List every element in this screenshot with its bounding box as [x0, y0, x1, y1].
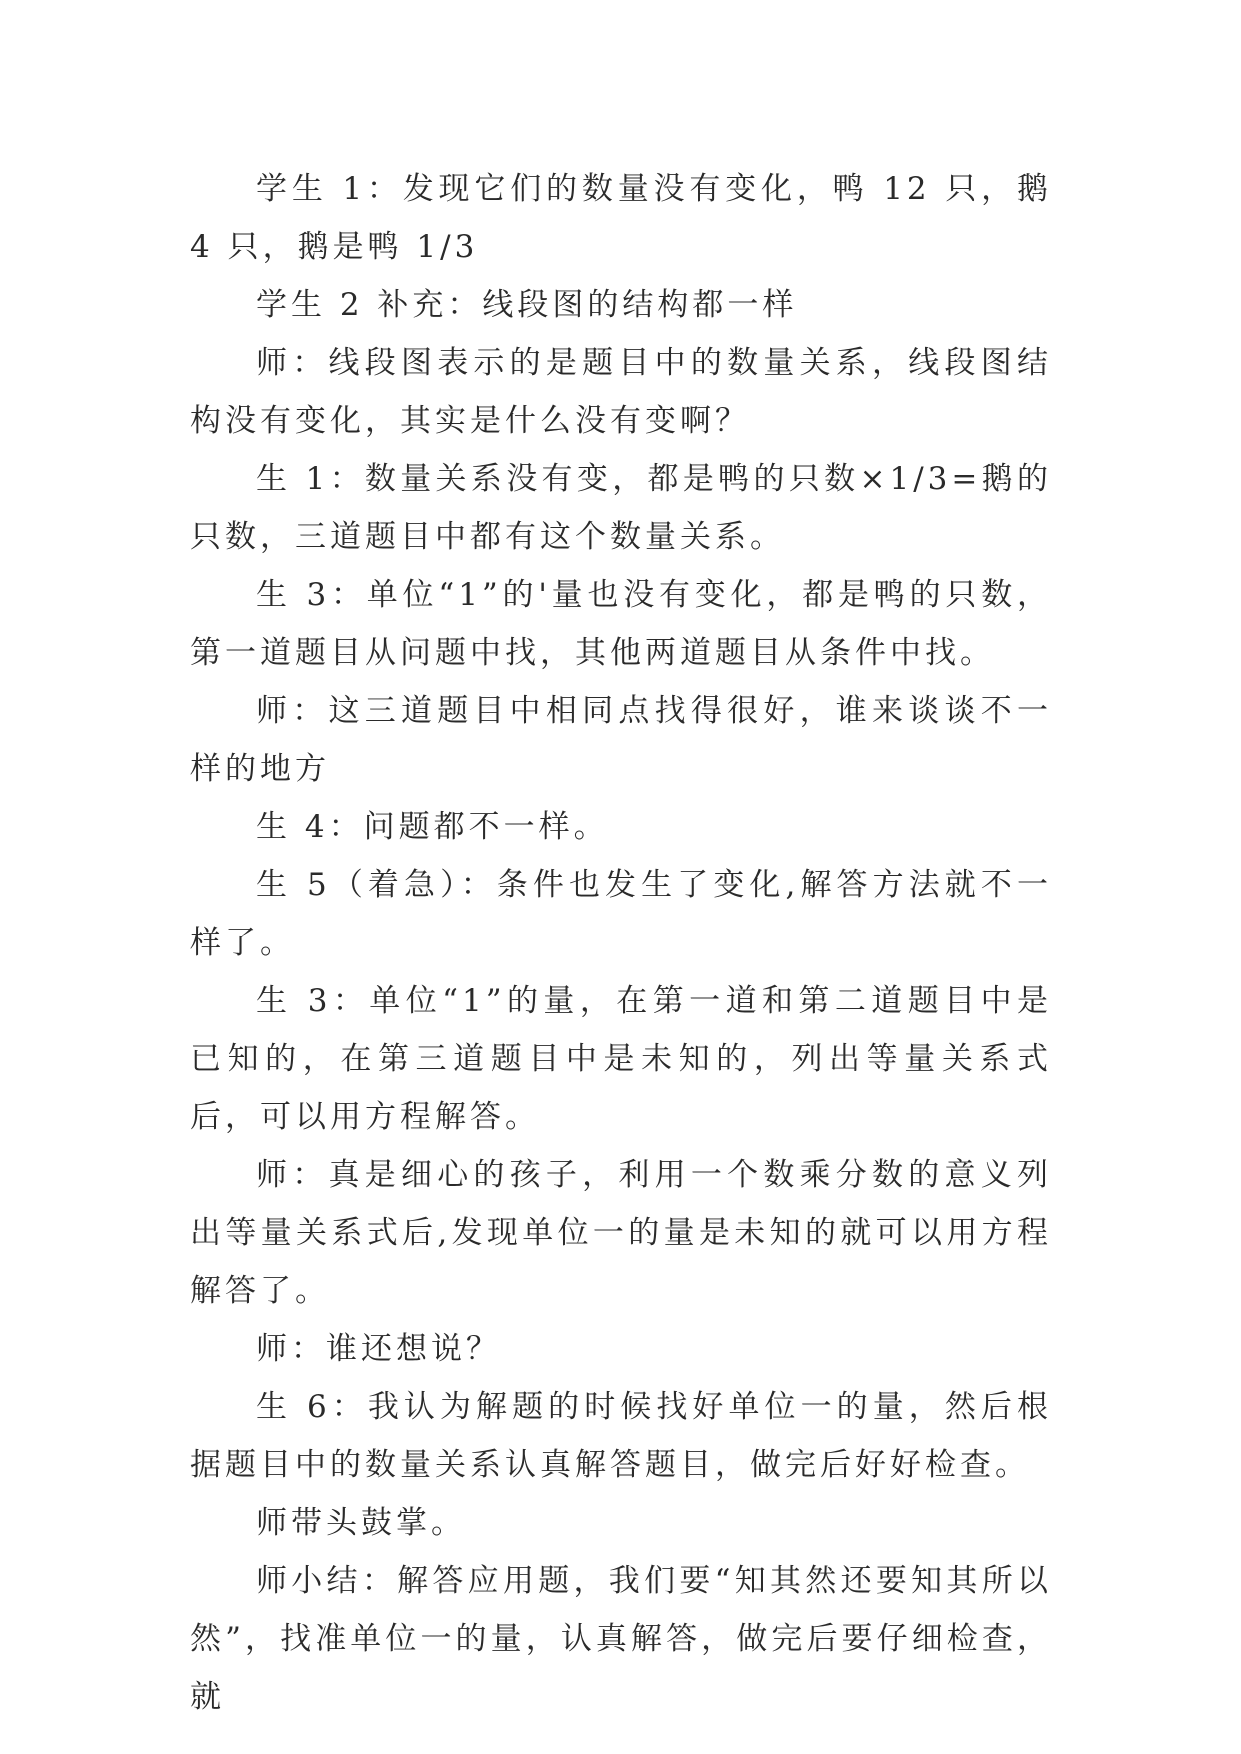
paragraph: 师小结：解答应用题，我们要“知其然还要知其所以然”，找准单位一的量，认真解答，做完后要仔细检查，就 [190, 1563, 1052, 1715]
paragraph: 师带头鼓掌。 [256, 1505, 466, 1541]
paragraph: 生 6：我认为解题的时候找好单位一的量，然后根据题目中的数量关系认真解答题目，做完后好好检查。 [190, 1389, 1052, 1483]
paragraph: 师：线段图表示的是题目中的数量关系，线段图结构没有变化，其实是什么没有变啊？ [190, 345, 1052, 439]
paragraph: 生 4：问题都不一样。 [256, 809, 609, 845]
document-body [190, 160, 1052, 1726]
paragraph: 学生 1：发现它们的数量没有变化，鸭 12 只，鹅 4 只，鹅是鸭 1/3 [190, 171, 1052, 265]
paragraph: 师：真是细心的孩子，利用一个数乘分数的意义列出等量关系式后,发现单位一的量是未知的就可以用方程解答了。 [190, 1157, 1052, 1309]
paragraph: 师：这三道题目中相同点找得很好，谁来谈谈不一样的地方 [190, 693, 1052, 787]
paragraph: 学生 2 补充：线段图的结构都一样 [256, 287, 798, 323]
paragraph: 生 3：单位“1”的量，在第一道和第二道题目中是已知的，在第三道题目中是未知的，列出等量关系式后，可以用方程解答。 [190, 983, 1052, 1135]
paragraph: 生 5（着急）：条件也发生了变化,解答方法就不一样了。 [190, 867, 1052, 961]
paragraph: 师：谁还想说？ [256, 1331, 501, 1367]
paragraph: 生 1：数量关系没有变，都是鸭的只数×1/3=鹅的只数，三道题目中都有这个数量关系。 [190, 461, 1052, 555]
paragraph: 生 3：单位“1”的'量也没有变化，都是鸭的只数，第一道题目从问题中找，其他两道题目从条件中找。 [190, 577, 1052, 671]
